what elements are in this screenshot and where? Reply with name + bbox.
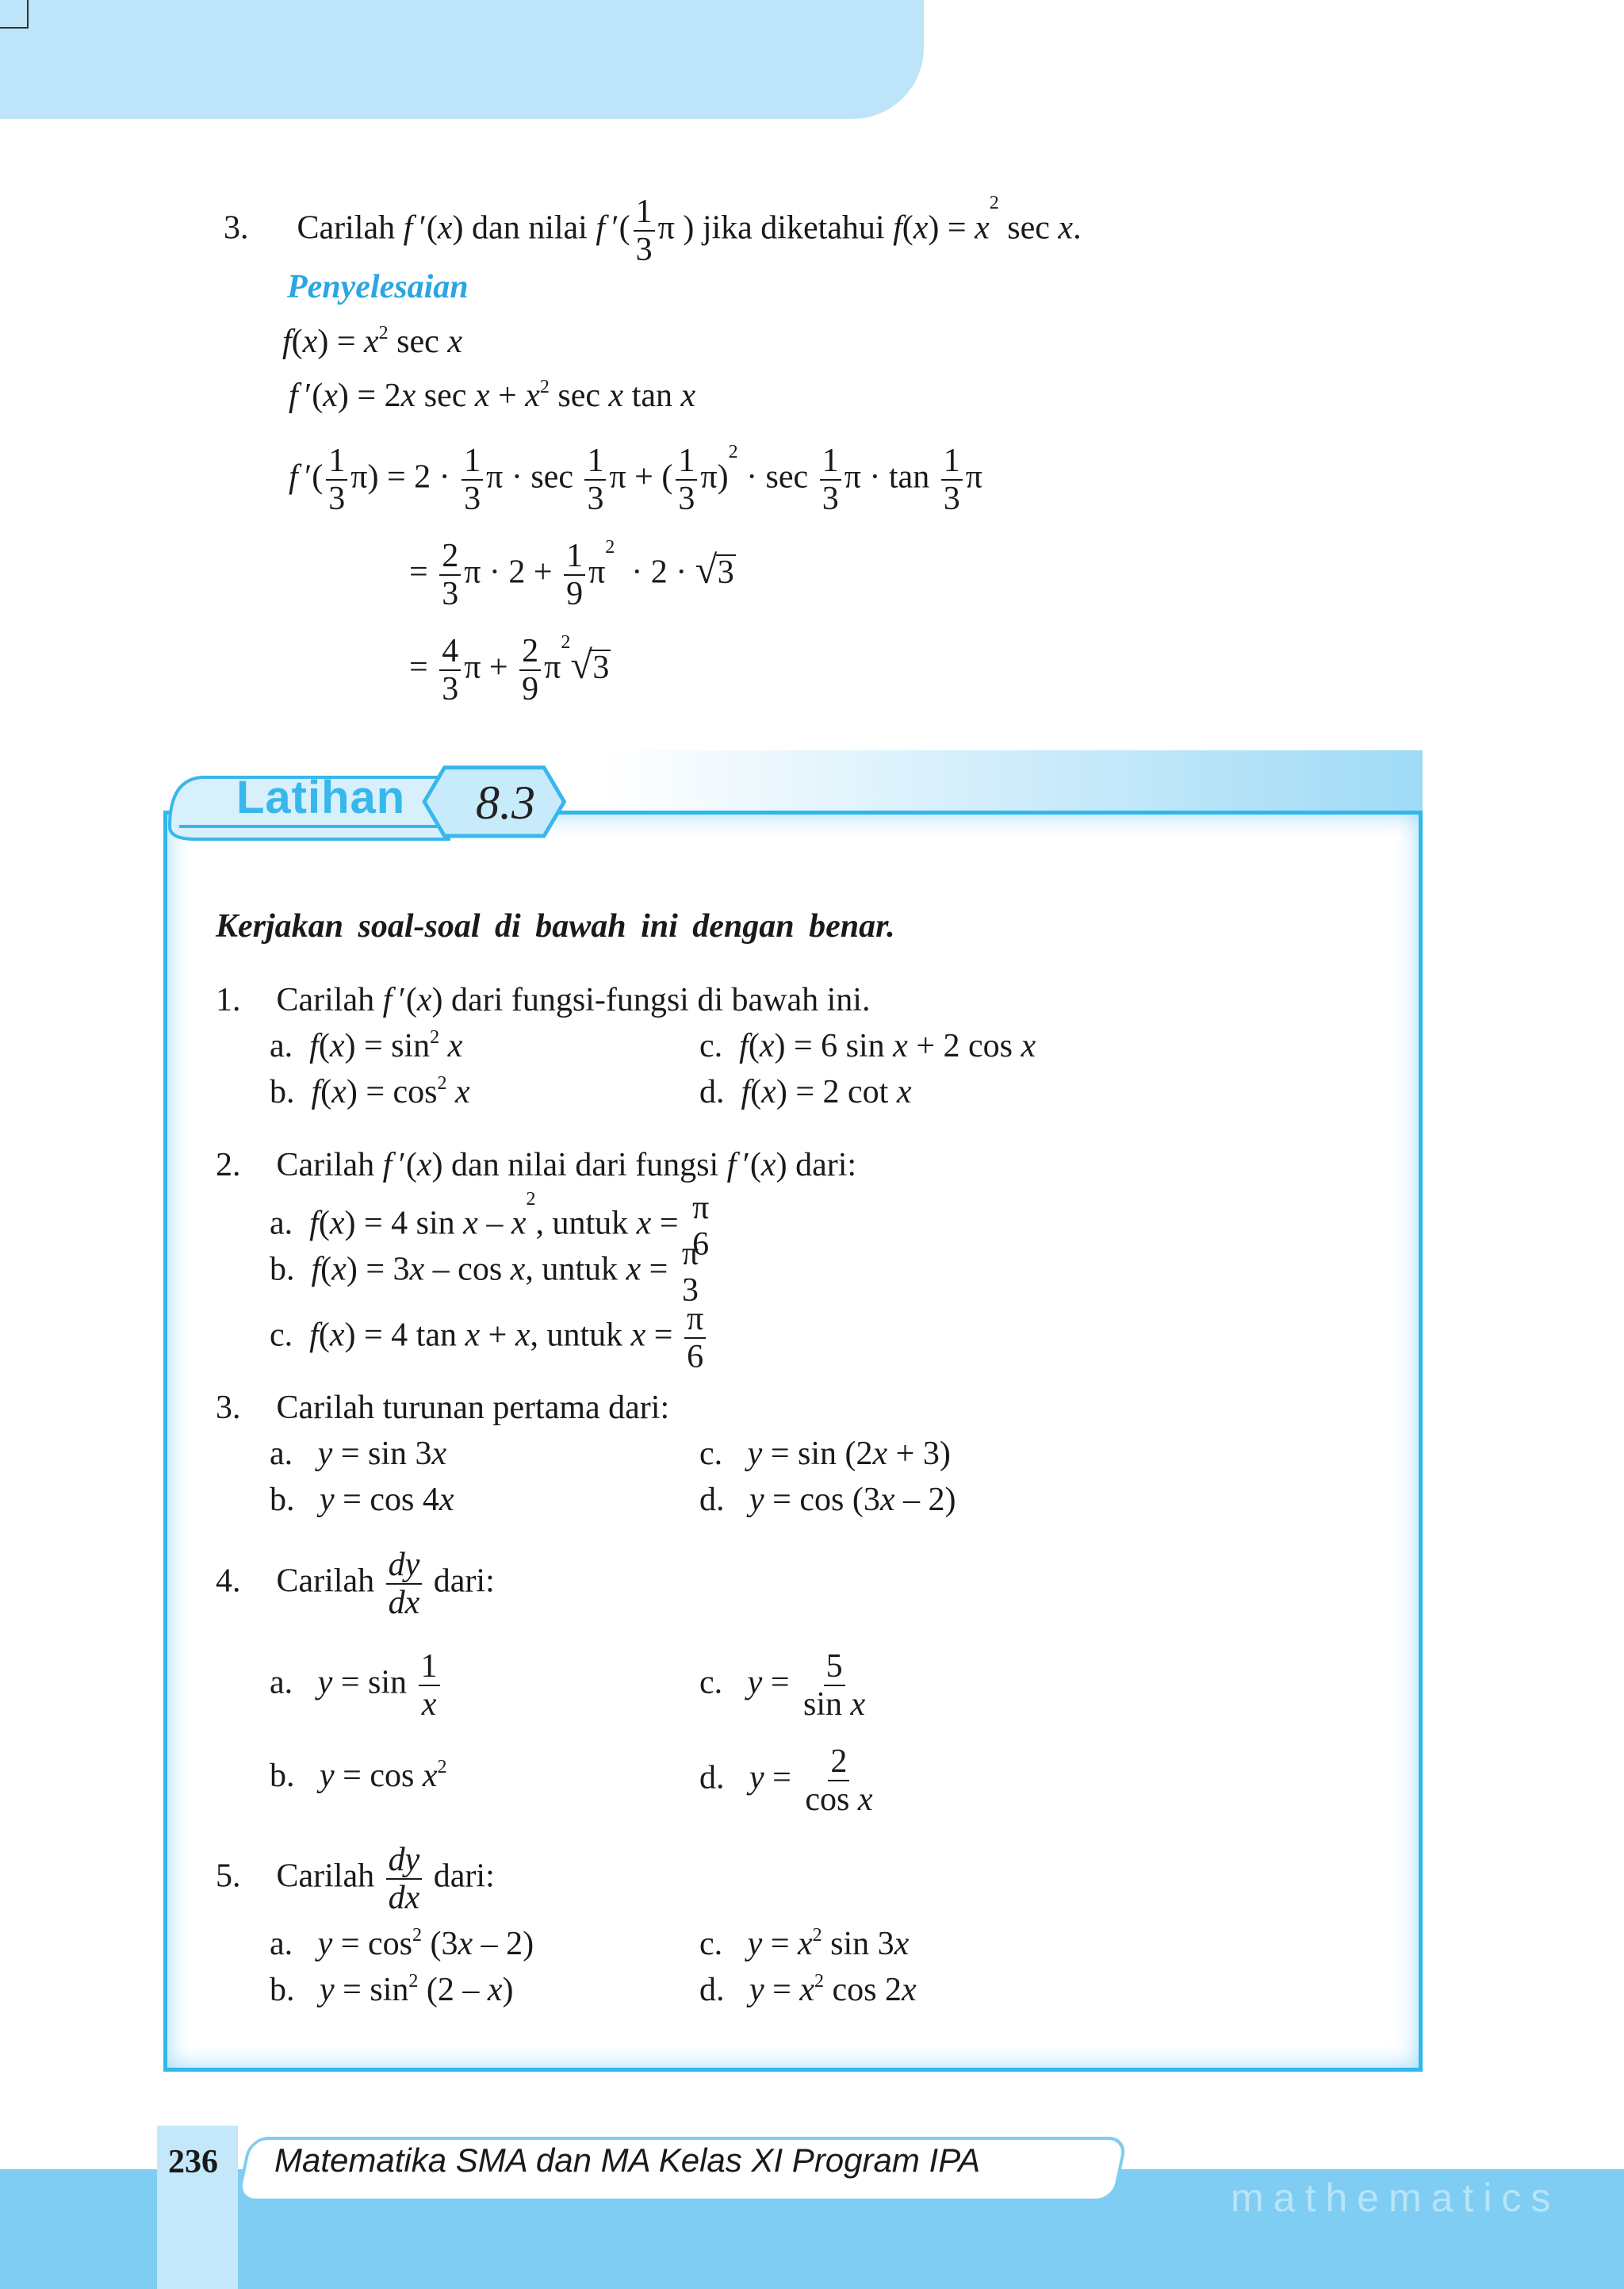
question-1a: a. $f(x) = \sin^2 x$ [270, 1027, 463, 1064]
question-4a: a. y = sin $\frac{1}{x}$ [270, 1650, 443, 1721]
question-4c: c. y = $\frac{5}{\text{sin x}}$ [699, 1648, 866, 1723]
crop-mark [0, 0, 29, 29]
question-5: 5. Carilah $\frac{dy}{dx}$ dari: [216, 1842, 495, 1916]
question-3d: d. y = cos (3x – 2) [699, 1482, 956, 1518]
question-5b: b. $y = \sin^2 (2 - x)$ [270, 1971, 514, 2008]
question-4: 4. Carilah $\frac{dy}{dx}$ dari: [216, 1547, 495, 1621]
exercise-number: 8.3 [476, 776, 535, 829]
example-question: 3. Carilah f ′(x) dan nilai f ′( $\frac{1}{3}$ π ) jika diketahui $f(x) = x^2$ sec x. [224, 193, 1082, 268]
question-5d: d. $y = x^2$ cos 2x [699, 1971, 917, 2008]
solution-line-4: = $\frac{2}{3}$ π · 2 + $\frac{1}{9}$ $\pi^2 \cdot 2$ · √ 3 [409, 537, 734, 612]
solution-line-5: = $\frac{4}{3}$ π + $\frac{2}{9}$ $\pi^2$ √ 3 [409, 632, 610, 707]
exercise-instruction: Kerjakan soal-soal di bawah ini dengan benar. [216, 908, 895, 945]
question-1: 1. Carilah f ′(x) dari fungsi-fungsi di bawah ini. [216, 982, 871, 1018]
question-3a: a. y = sin 3x [270, 1436, 447, 1472]
question-2a: a. f(x) = 4 sin x – $x^2$, untuk x = π 6 [270, 1189, 710, 1263]
exercise-label: Latihan [236, 772, 406, 823]
example-number: 3. [224, 209, 249, 247]
question-5c: c. $y = x^2$ sin 3x [699, 1925, 910, 1962]
solution-line-2: f ′(x) = 2x $\sec x + x^2$ sec x tan x [289, 377, 696, 414]
question-4d: d. y = $\frac{2}{\text{cos x}}$ [699, 1743, 873, 1818]
question-3b: b. y = cos 4x [270, 1482, 454, 1518]
solution-heading: Penyelesaian [287, 269, 469, 305]
question-3c: c. y = sin (2x + 3) [699, 1436, 951, 1472]
solution-line-1: $f(x) = x^2$ sec x [282, 323, 462, 360]
question-1b: b. $f(x) = \cos^2 x$ [270, 1073, 470, 1110]
solution-line-3: f ′( $\frac{1}{3}$ π) = 2 · $\frac{1}{3}$ π · sec $\frac{1}{3}$ π + ( $\frac{1}{3}$ π)$^2$ · sec $\frac{1}{3}$ π · tan $\frac{1}{3}$ π [289, 442, 982, 517]
question-4b: b. $y = \cos x^2$ [270, 1757, 447, 1794]
book-title: Matematika SMA dan MA Kelas XI Program IPA [274, 2141, 981, 2179]
question-1d: d. f(x) = 2 cot x [699, 1074, 912, 1110]
question-3: 3. Carilah turunan pertama dari: [216, 1390, 670, 1426]
footer-watermark: mathematics [1231, 2176, 1561, 2220]
question-5a: a. $y = \cos^2 (3x - 2)$ [270, 1925, 534, 1962]
question-2c: c. f(x) = 4 tan x + x, untuk x = $\frac{\pi}{6}$ [270, 1302, 709, 1374]
question-1c: c. f(x) = 6 sin x + 2 cos x [699, 1028, 1036, 1064]
question-2b: b. f(x) = 3x – cos x, untuk x = π 3 [270, 1236, 699, 1309]
question-2: 2. Carilah f ′(x) dan nilai dari fungsi f ′(x) dari: [216, 1147, 857, 1183]
top-decoration-band [0, 0, 924, 119]
page-number: 236 [168, 2144, 218, 2180]
